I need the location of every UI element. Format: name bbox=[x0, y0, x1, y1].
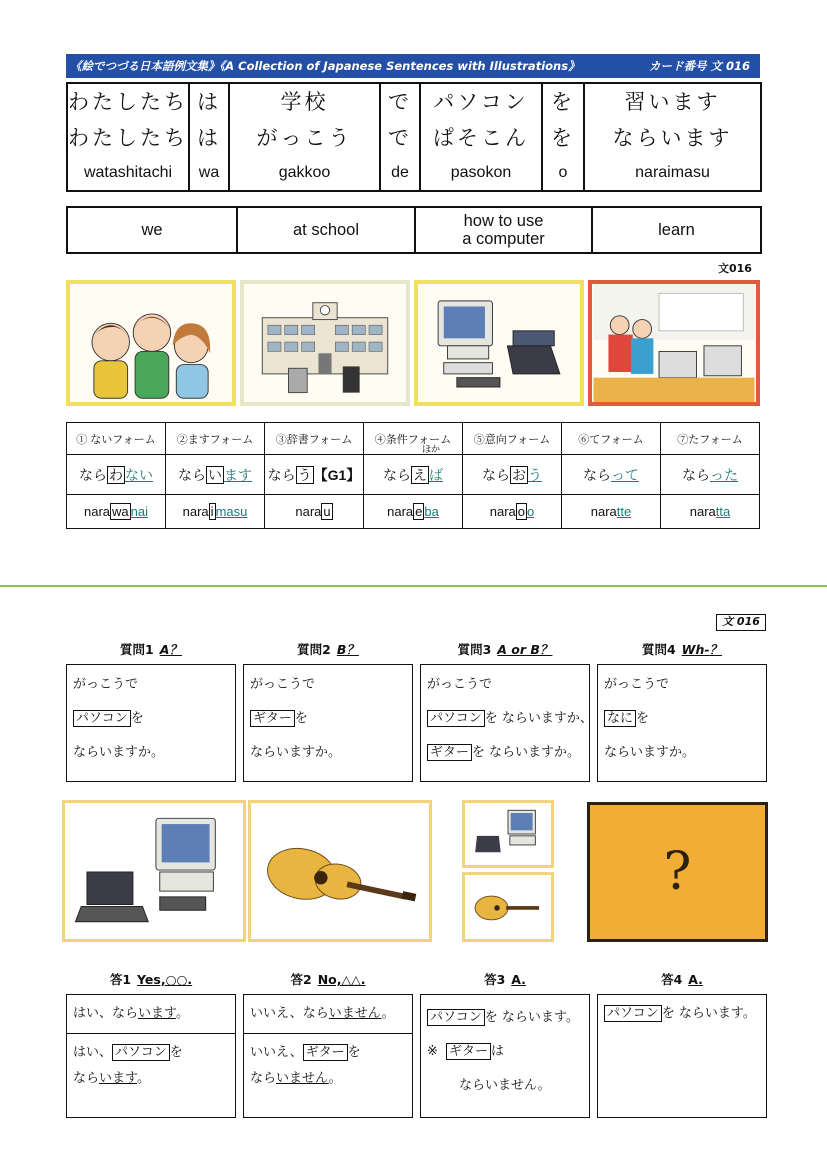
answer-2-box: いいえ、ならいません。 いいえ、 ギター を ならいません。 bbox=[243, 994, 413, 1118]
question-4-header: 質問4 Wh-？ bbox=[641, 642, 723, 657]
guitar-picture bbox=[248, 800, 432, 942]
card-number: カード番号 文 016 bbox=[648, 59, 750, 73]
form-header-row bbox=[67, 423, 760, 455]
form-romaji: nara wa nai bbox=[67, 495, 166, 529]
word-cell: で で de bbox=[380, 83, 420, 191]
translation-computer: how to use a computer bbox=[415, 207, 592, 253]
form-romaji-row bbox=[67, 495, 760, 529]
hoka-ruby: ほか bbox=[422, 444, 441, 454]
translation-table bbox=[66, 206, 762, 254]
word-cell: わたしたち わたしたち watashitachi bbox=[67, 83, 189, 191]
answer-3-box: パソコン を ならいます。 ※ ギター は ならいません。 bbox=[420, 994, 590, 1118]
word-cell: 学校 がっこう gakkoo bbox=[229, 83, 380, 191]
form-header: ⑥てフォーム bbox=[562, 423, 661, 455]
form-romaji: naratte bbox=[562, 495, 661, 529]
question-1-header: 質問1 A？ bbox=[120, 642, 182, 657]
question-4-box: がっこうで なに を ならいますか。 bbox=[597, 664, 767, 782]
header-title: 《絵でつづる日本語例文集》《A Collection of Japanese Sentences with Illustrations》 bbox=[70, 59, 580, 73]
question-mark-card bbox=[587, 802, 768, 942]
computer-thumbnail bbox=[462, 800, 554, 868]
word-cell: パソコン ぱそこん pasokon bbox=[420, 83, 542, 191]
translation-we: we bbox=[67, 207, 237, 253]
guitar-thumbnail bbox=[462, 872, 554, 942]
answer-3-header: 答3 A. bbox=[484, 972, 526, 987]
question-3-box: がっこうで パソコン を ならいますか、 ギター を ならいますか。 bbox=[420, 664, 590, 782]
question-1-box: がっこうで パソコン を ならいますか。 bbox=[66, 664, 236, 782]
form-header: ⑤意向フォーム bbox=[463, 423, 562, 455]
school-illustration bbox=[240, 280, 410, 406]
translation-school: at school bbox=[237, 207, 415, 253]
form-header: ① ないフォーム bbox=[67, 423, 166, 455]
header-bar bbox=[66, 54, 760, 78]
form-romaji: nara i masu bbox=[166, 495, 265, 529]
question-2-header: 質問2 B？ bbox=[297, 642, 359, 657]
form-kana: ならった bbox=[661, 455, 760, 495]
students-illustration bbox=[66, 280, 236, 406]
conjugation-table bbox=[66, 422, 760, 529]
word-cell: は は wa bbox=[189, 83, 229, 191]
form-romaji: nara u bbox=[265, 495, 364, 529]
section-divider bbox=[0, 585, 827, 587]
form-header: ③辞書フォーム bbox=[265, 423, 364, 455]
answer-4-header: 答4 A. bbox=[661, 972, 703, 987]
form-header: ⑦たフォーム bbox=[661, 423, 760, 455]
computer-illustration bbox=[414, 280, 584, 406]
answer-2-header: 答2 No,△△. bbox=[290, 972, 366, 987]
form-kana: なら う 【G1】 bbox=[265, 455, 364, 495]
translation-learn: learn bbox=[592, 207, 761, 253]
question-2-box: がっこうで ギター を ならいますか。 bbox=[243, 664, 413, 782]
form-header: ②ますフォーム bbox=[166, 423, 265, 455]
form-kana-row bbox=[67, 455, 760, 495]
form-romaji: naratta bbox=[661, 495, 760, 529]
classroom-illustration bbox=[588, 280, 760, 406]
form-kana: なら お う bbox=[463, 455, 562, 495]
form-kana: なら え ば bbox=[364, 455, 463, 495]
form-header: ④条件フォーム ほか bbox=[364, 423, 463, 455]
answer-1-box: はい、ならいます。 はい、 パソコン を ならいます。 bbox=[66, 994, 236, 1118]
form-kana: ならって bbox=[562, 455, 661, 495]
answer-1-header: 答1 Yes,○○. bbox=[109, 972, 193, 987]
question-3-header: 質問3 A or B？ bbox=[457, 642, 553, 657]
sentence-table bbox=[66, 82, 762, 192]
form-kana: なら わ ない bbox=[67, 455, 166, 495]
form-romaji: nara o o bbox=[463, 495, 562, 529]
form-kana: なら い ます bbox=[166, 455, 265, 495]
form-romaji: nara e ba bbox=[364, 495, 463, 529]
computer-picture bbox=[62, 800, 246, 942]
card-label: 文016 bbox=[718, 262, 752, 275]
word-cell: 習います ならいます naraimasu bbox=[584, 83, 761, 191]
kanji-row bbox=[67, 83, 761, 191]
answer-4-box: パソコン を ならいます。 bbox=[597, 994, 767, 1118]
word-cell: を を o bbox=[542, 83, 584, 191]
question-mark: ? bbox=[663, 842, 692, 902]
card-label-2: 文 016 bbox=[716, 614, 766, 631]
